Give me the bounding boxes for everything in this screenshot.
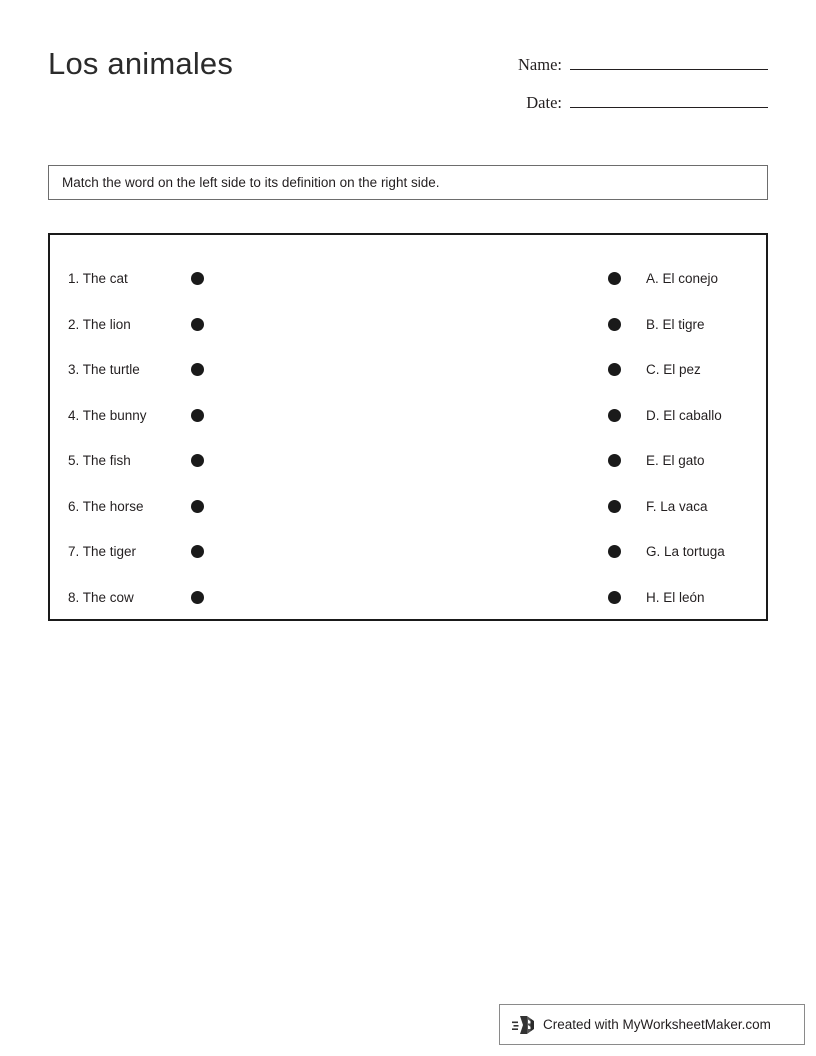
match-dot-icon[interactable] [608, 454, 621, 467]
right-item-label: A. El conejo [646, 271, 719, 287]
right-item-label: C. El pez [646, 362, 701, 378]
right-item-label: E. El gato [646, 453, 705, 469]
match-dot-icon[interactable] [608, 500, 621, 513]
date-input[interactable] [570, 90, 768, 108]
match-dot-icon[interactable] [608, 318, 621, 331]
match-dot-icon[interactable] [608, 591, 621, 604]
list-item[interactable] [68, 575, 368, 621]
match-dot-icon[interactable] [191, 363, 204, 376]
name-field-label: Name: [518, 55, 562, 74]
list-item[interactable] [608, 575, 816, 621]
list-item[interactable] [68, 302, 368, 348]
list-item[interactable] [68, 347, 368, 393]
date-field-row [440, 90, 768, 112]
left-item-label: 4. The bunny [68, 407, 147, 423]
footer-attribution-text: Created with MyWorksheetMaker.com [543, 1017, 771, 1032]
worksheet-header [0, 0, 816, 150]
instruction-box [48, 165, 768, 200]
list-item[interactable] [68, 529, 368, 575]
right-item-label: H. El león [646, 589, 705, 605]
list-item[interactable] [68, 438, 368, 484]
left-item-label: 6. The horse [68, 498, 144, 514]
matching-left-column [68, 256, 368, 620]
right-item-label: B. El tigre [646, 316, 705, 332]
match-dot-icon[interactable] [608, 272, 621, 285]
list-item[interactable] [68, 484, 368, 530]
list-item[interactable] [608, 256, 816, 302]
match-dot-icon[interactable] [191, 409, 204, 422]
match-dot-icon[interactable] [608, 363, 621, 376]
page-title: Los animales [48, 46, 234, 81]
name-field-row [440, 52, 768, 74]
list-item[interactable] [608, 347, 816, 393]
worksheet-maker-logo-icon [512, 1014, 536, 1036]
right-item-label: D. El caballo [646, 407, 722, 423]
right-item-label: G. La tortuga [646, 544, 725, 560]
list-item[interactable] [608, 438, 816, 484]
footer-attribution-badge[interactable] [499, 1004, 805, 1045]
left-item-label: 1. The cat [68, 271, 128, 287]
left-item-label: 8. The cow [68, 589, 134, 605]
list-item[interactable] [68, 393, 368, 439]
right-item-label: F. La vaca [646, 498, 708, 514]
list-item[interactable] [608, 393, 816, 439]
match-dot-icon[interactable] [191, 272, 204, 285]
match-dot-icon[interactable] [191, 591, 204, 604]
match-dot-icon[interactable] [608, 409, 621, 422]
matching-right-column [608, 256, 816, 620]
left-item-label: 3. The turtle [68, 362, 140, 378]
list-item[interactable] [608, 302, 816, 348]
list-item[interactable] [608, 529, 816, 575]
list-item[interactable] [608, 484, 816, 530]
left-item-label: 7. The tiger [68, 544, 137, 560]
matching-exercise-box [48, 233, 768, 621]
instruction-text: Match the word on the left side to its definition on the right side. [62, 175, 440, 190]
date-field-label: Date: [526, 93, 562, 112]
match-dot-icon[interactable] [191, 545, 204, 558]
left-item-label: 2. The lion [68, 316, 131, 332]
match-dot-icon[interactable] [608, 545, 621, 558]
left-item-label: 5. The fish [68, 453, 131, 469]
match-dot-icon[interactable] [191, 454, 204, 467]
match-dot-icon[interactable] [191, 500, 204, 513]
name-input[interactable] [570, 52, 768, 70]
list-item[interactable] [68, 256, 368, 302]
match-dot-icon[interactable] [191, 318, 204, 331]
